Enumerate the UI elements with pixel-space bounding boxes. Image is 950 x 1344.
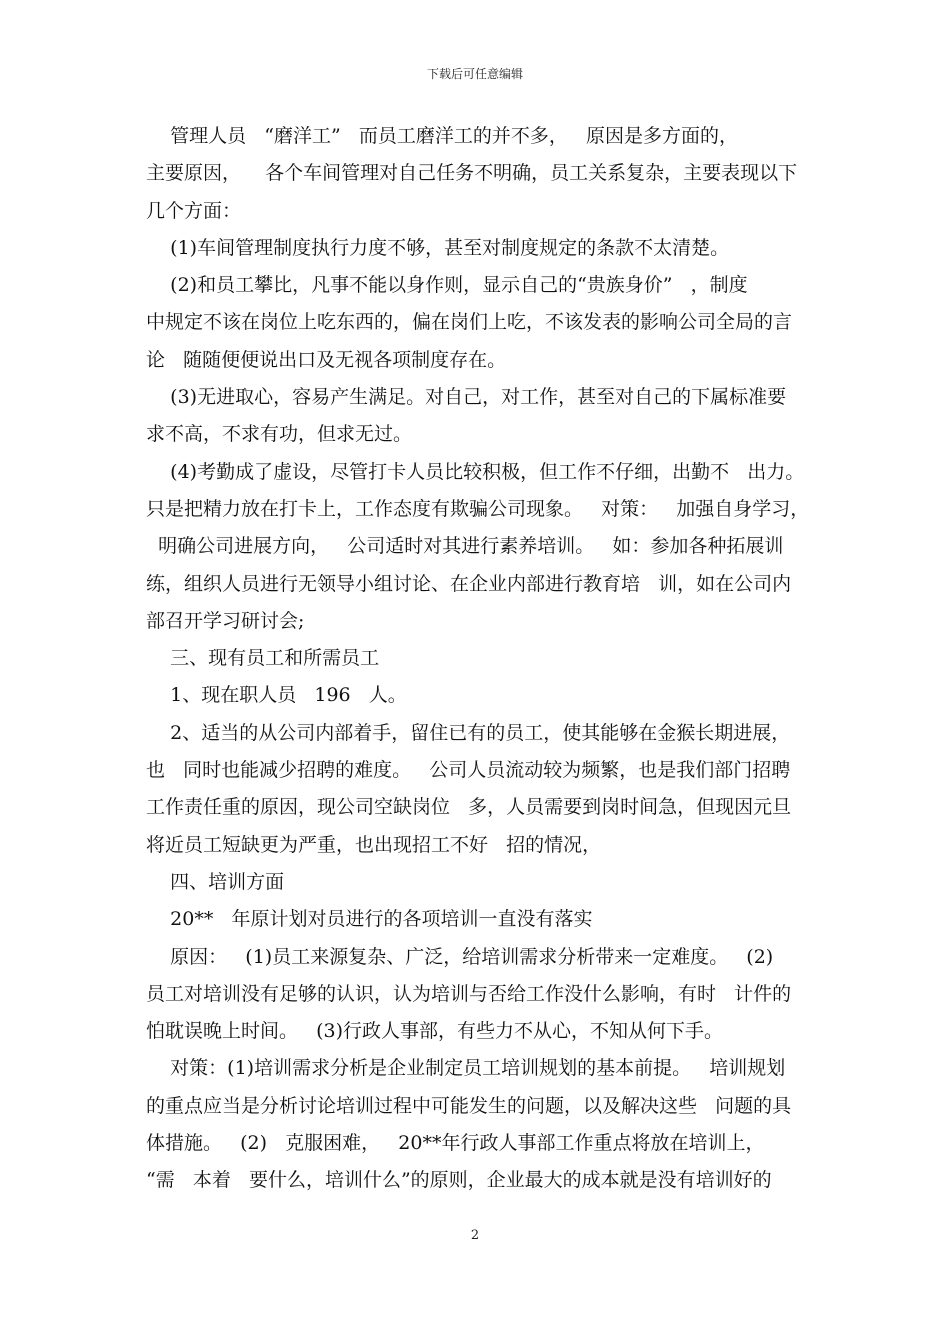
page-header: 下载后可任意编辑 [426,67,523,81]
text-line: 几个方面： [146,199,242,222]
text-line: (2)和员工攀比，凡事不能以身作则，显示自己的“贵族身价” ，制度 [146,274,748,297]
text-line: 体措施。 (2) 克服困难， 20**年行政人事部工作重点将放在培训上， [146,1132,765,1155]
document-body [146,118,826,1200]
text-line: 2、适当的从公司内部着手，留住已有的员工，使其能够在金猴长期进展， [146,721,791,744]
text-line: 四、培训方面 [146,870,285,893]
text-line: 的重点应当是分析讨论培训过程中可能发生的问题，以及解决这些 问题的具 [146,1094,792,1117]
text-line: 练，组织人员进行无领导小组讨论、在企业内部进行教育培 训，如在公司内 [146,572,792,595]
text-line: 主要原因， 各个车间管理对自己任务不明确，员工关系复杂，主要表现以下 [146,162,798,185]
text-line: 怕耽误晚上时间。 (3)行政人事部，有些力不从心，不知从何下手。 [146,1020,724,1043]
text-line: 管理人员 “磨洋工” 而员工磨洋工的并不多， 原因是多方面的， [146,125,738,147]
text-line: (1)车间管理制度执行力度不够，甚至对制度规定的条款不太清楚。 [146,236,730,259]
text-line: 论 随随便便说出口及无视各项制度存在。 [146,348,507,371]
text-line: 原因： (1)员工来源复杂、广泛，给培训需求分析带来一定难度。 (2) [146,945,774,968]
text-line: “需 本着 要什么，培训什么”的原则，企业最大的成本就是没有培训好的 [146,1169,772,1192]
text-line: 部召开学习研讨会; [146,609,305,632]
text-line: (4)考勤成了虚设，尽管打卡人员比较积极，但工作不仔细，出勤不 出力。 [146,460,805,483]
text-line: 也 同时也能减少招聘的难度。 公司人员流动较为频繁，也是我们部门招聘 [146,759,791,782]
text-line: 1、现在职人员 196 人。 [146,684,407,707]
text-line: (3)无进取心，容易产生满足。对自己，对工作，甚至对自己的下属标准要 [146,386,787,409]
text-line: 明确公司进展方向， 公司适时对其进行素养培训。 如：参加各种拓展训 [146,535,784,558]
text-line: 20** 年原计划对员进行的各项培训一直没有落实 [146,908,593,931]
text-line: 将近员工短缺更为严重，也出现招工不好 招的情况， [146,833,602,856]
page-number: 2 [470,1228,480,1243]
text-line: 三、现有员工和所需员工 [146,647,380,670]
text-line: 只是把精力放在打卡上，工作态度有欺骗公司现象。 对策： 加强自身学习， [146,497,810,520]
text-line: 中规定不该在岗位上吃东西的，偏在岗们上吃，不该发表的影响公司全局的言 [146,311,793,334]
text-line: 员工对培训没有足够的认识，认为培训与否给工作没什么影响，有时 计件的 [146,982,792,1005]
text-line: 求不高，不求有功，但求无过。 [146,423,413,446]
text-line: 工作责任重的原因，现公司空缺岗位 多，人员需要到岗时间急，但现因元旦 [146,796,792,819]
text-line: 对策：(1)培训需求分析是企业制定员工培训规划的基本前提。 培训规划 [146,1057,786,1080]
